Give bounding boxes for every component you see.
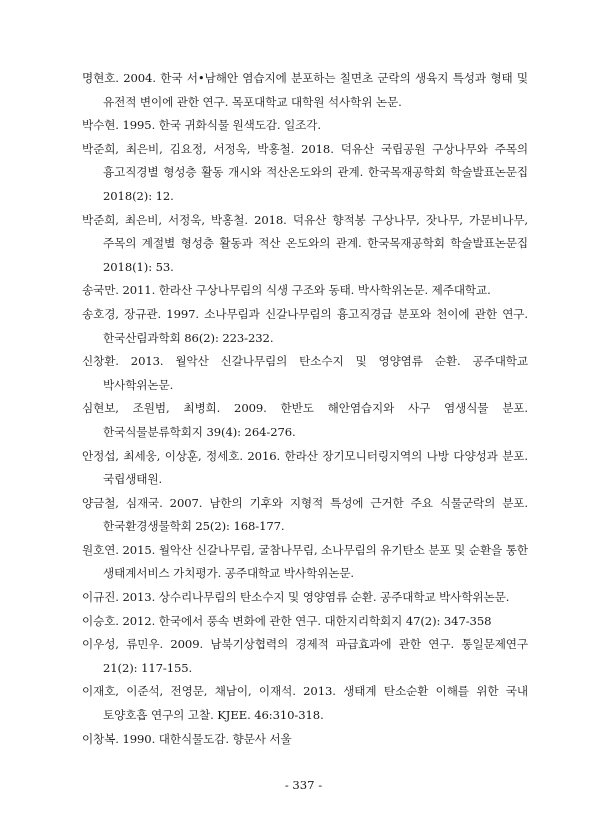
reference-list <box>82 67 528 751</box>
reference-item: 박수현. 1995. 한국 귀화식물 원색도감. 일조각. <box>82 118 321 133</box>
reference-item: 안정섭, 최세웅, 이상훈, 정세호. 2016. 한라산 장기모니터링지역의 나방 다양성과 분포. 국립생태원. <box>82 448 528 487</box>
reference-item: 박준희, 최은비, 김요정, 서정욱, 박홍철. 2018. 덕유산 국립공원 구상나무와 주목의 흉고직경별 형성층 활동 개시와 적산온도와의 관계. 한국목재공학회 학술발표논문집 2018(2): 12. <box>82 141 528 203</box>
reference-item: 송호경, 장규관. 1997. 소나무림과 신갈나무림의 흉고직경급 분포와 천이에 관한 연구. 한국산림과학회 86(2): 223-232. <box>82 306 528 345</box>
reference-item: 이창복. 1990. 대한식물도감. 향문사 서울 <box>82 731 292 746</box>
reference-item: 이재호, 이준석, 전영문, 채남이, 이재석. 2013. 생태계 탄소순환 이해를 위한 국내 토양호흡 연구의 고찰. KJEE. 46:310-318. <box>82 684 528 723</box>
reference-item: 박준희, 최은비, 서정욱, 박홍철. 2018. 덕유산 향적봉 구상나무, 잣나무, 가문비나무, 주목의 계절별 형성층 활동과 적산 온도와의 관계. 한국목재공학회 학술발표논문집 2018(1): 53. <box>82 212 528 274</box>
reference-item: 원호연. 2015. 월악산 신갈나무림, 굴참나무림, 소나무림의 유기탄소 분포 및 순환을 통한 생태계서비스 가치평가. 공주대학교 박사학위논문. <box>82 542 528 581</box>
reference-item: 양금철, 심재국. 2007. 남한의 기후와 지형적 특성에 근거한 주요 식물군락의 분포. 한국환경생물학회 25(2): 168-177. <box>82 495 528 534</box>
reference-item: 이승호. 2012. 한국에서 풍속 변화에 관한 연구. 대한지리학회지 47(2): 347-358 <box>82 613 492 628</box>
reference-item: 명현호. 2004. 한국 서•남해안 염습지에 분포하는 칠면초 군락의 생육지 특성과 형태 및 유전적 변이에 관한 연구. 목포대학교 대학원 석사학위 논문. <box>82 71 528 109</box>
page-number: - 337 - <box>284 778 323 792</box>
reference-item: 송국만. 2011. 한라산 구상나무림의 식생 구조와 동태. 박사학위논문. 제주대학교. <box>82 283 491 298</box>
reference-item: 이규진. 2013. 상수리나무림의 탄소수지 및 영양염류 순환. 공주대학교 박사학위논문. <box>82 590 510 605</box>
reference-item: 이우성, 류민우. 2009. 남북기상협력의 경제적 파급효과에 관한 연구. 통일문제연구 21(2): 117-155. <box>82 637 528 675</box>
reference-item: 신창환. 2013. 월악산 신갈나무림의 탄소수지 및 영양염류 순환. 공주대학교 박사학위논문. <box>82 354 528 392</box>
reference-item: 심현보, 조원범, 최병희. 2009. 한반도 해안염습지와 사구 염생식물 분포. 한국식물분류학회지 39(4): 264-276. <box>82 401 528 439</box>
